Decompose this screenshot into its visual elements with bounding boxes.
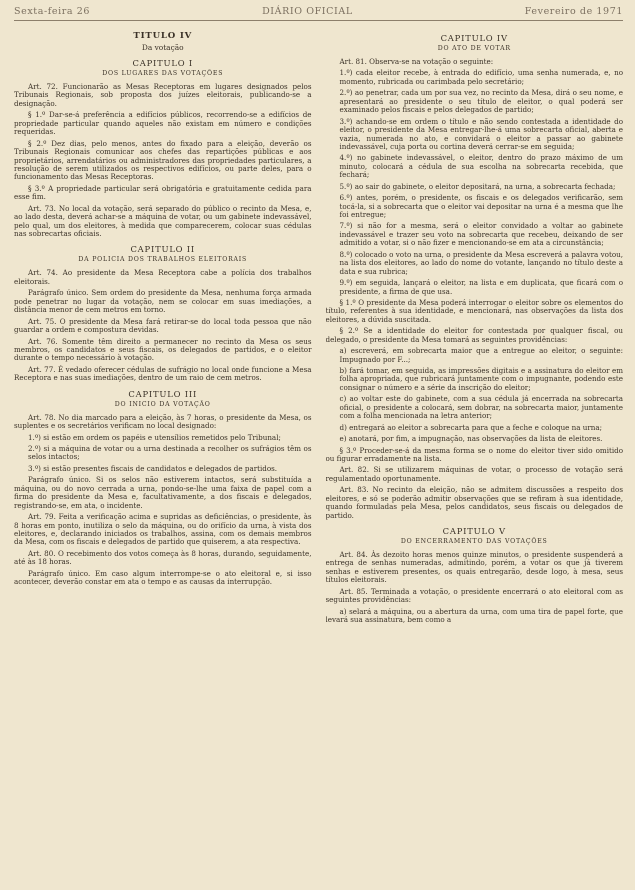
- header-date: Sexta-feira 26: [14, 6, 91, 17]
- article-paragraph: Parágrafo único. Si os selos não estiverem intactos, será substituída a máquina, ou do novo cerrada a urna, pondo-se-lhe uma faixa de papel com a firma do presidente da Mesa e, facultativamente, a dos fiscais e delegados, registrando-se, em ata, o incidente.: [14, 475, 312, 510]
- article-paragraph: Art. 78. No dia marcado para a eleição, às 7 horas, o presidente da Mesa, os suplentes e os secretários verificam no local designado:: [14, 412, 312, 431]
- chapter-subheading: DO ENCERRAMENTO DAS VOTAÇÕES: [400, 538, 548, 545]
- article-paragraph: Art. 75. O presidente da Mesa fará retirar-se do local toda pessoa que não guardar a ordem e compostura devidas.: [14, 316, 312, 335]
- chapter-subheading: DA POLICIA DOS TRABALHOS ELEITORAIS: [78, 256, 248, 264]
- list-item: c) ao voltar este do gabinete, com a sua cédula já encerrada na sobrecarta oficial, o presidente a colocará, sem dobrar, na sobrecarta maior, juntamente com a folha mencionada na letra anterior;: [339, 394, 623, 421]
- article-paragraph: Art. 74. Ao presidente da Mesa Receptora cabe a polícia dos trabalhos eleitorais.: [14, 268, 312, 286]
- list-item: 5.º) ao sair do gabinete, o eleitor depositará, na urna, a sobrecarta fechada;: [339, 181, 616, 191]
- chapter-subheading: DOS LUGARES DAS VOTAÇÕES: [102, 70, 224, 77]
- header-month: Fevereiro de 1971: [524, 6, 623, 17]
- title-subtitle: Da votação: [141, 43, 184, 52]
- list-item: a) escreverá, em sobrecarta maior que a entregue ao eleitor, o seguinte: Impugnado por F...;: [339, 346, 623, 364]
- article-paragraph: Art. 76. Somente têm direito a permanecer no recinto da Mesa os seus membros, os candidatos e seus fiscais, os delegados de partidos, e o eleitor durante o tempo necessário à votação.: [14, 336, 312, 363]
- chapter-subheading: DO INICIO DA VOTAÇÃO: [114, 400, 211, 408]
- list-item: 9.º) em seguida, lançará o eleitor, na lista e em duplicata, que ficará com o presidente, a firma de que usa.: [339, 278, 623, 296]
- article-paragraph: Parágrafo único. Sem ordem do presidente da Mesa, nenhuma força armada pode penetrar no lugar da votação, nem se colocar em suas imediações, a distância menor de cem metros em torno.: [14, 288, 312, 315]
- article-paragraph: § 3.º A propriedade particular será obrigatória e gratuitamente cedida para esse fim.: [14, 183, 312, 202]
- article-paragraph: Art. 72. Funcionarão as Mesas Receptoras em lugares designados pelos Tribunais Regionais, sob proposta dos juízes eleitorais, publicando-se a designação.: [14, 82, 312, 108]
- article-paragraph: § 1.º Dar-se-á preferência a edifícios públicos, recorrendo-se a edifícios de propriedade particular quando aqueles não existam em número e condições requeridas.: [14, 110, 312, 137]
- list-item: e) anotará, por fim, a impugnação, nas observações da lista de eleitores.: [339, 434, 603, 444]
- article-paragraph: Art. 84. Às dezoito horas menos quinze minutos, o presidente suspenderá a entrega de senhas numeradas, admitindo, porém, a votar os que já tiverem senhas e estiverem presentes, os quais entregarão, desde logo, à mesa, seus títulos eleitorais.: [325, 550, 623, 585]
- title-heading: TITULO IV: [133, 31, 193, 41]
- header-publication: DIÁRIO OFICIAL: [262, 6, 353, 17]
- list-item: d) entregará ao eleitor a sobrecarta para que a feche e coloque na urna;: [339, 422, 603, 432]
- article-paragraph: § 2.º Se a identidade do eleitor for contestada por qualquer fiscal, ou delegado, o presidente da Mesa tomará as seguintes providências:: [325, 326, 623, 344]
- list-item: 6.º) antes, porém, o presidente, os fiscais e os delegados verificarão, sem tocá-la, si a sobrecarta que o eleitor vai depositar na urna é a mesma que lhe foi entregue;: [339, 193, 623, 219]
- list-item: 1.º) cada eleitor recebe, à entrada do edifício, uma senha numerada, e, no momento, rubricada ou carimbada pelo secretário;: [339, 68, 623, 86]
- left-column: [14, 27, 312, 628]
- article-paragraph: § 2.º Dez dias, pelo menos, antes do fixado para a eleição, deverão os Tribunais Regionais comunicar aos chefes das repartições públicas e aos proprietários, arrendatários ou administradores das propriedades particulares, a resolução de serem utilizados os respectivos edifícios, ou parte deles, para o funcionamento das Mesas Receptoras.: [14, 138, 312, 182]
- article-paragraph: Art. 77. É vedado oferecer cédulas de sufrágio no local onde funcione a Mesa Receptora e nas suas imediações, dentro de um raio de cem metros.: [14, 364, 312, 383]
- list-item: 2.º) ao penetrar, cada um por sua vez, no recinto da Mesa, dirá o seu nome, e apresentará ao presidente o seu título de eleitor, o qual poderá ser examinado pelos fiscais e pelos delegados de partido;: [339, 88, 623, 115]
- article-paragraph: Art. 80. O recebimento dos votos começa às 8 horas, durando, seguidamente, até às 18 horas.: [14, 548, 312, 567]
- chapter-heading: CAPITULO II: [130, 244, 196, 255]
- list-item: 4.º) no gabinete indevassável, o eleitor, dentro do prazo máximo de um minuto, colocará a cédula de sua escolha na sobrecarta recebida, que fechará;: [339, 153, 623, 180]
- right-column: [326, 27, 624, 628]
- article-paragraph: Art. 82. Si se utilizarem máquinas de votar, o processo de votação será regulamentado oportunamente.: [325, 465, 623, 483]
- list-item: 2.º) si a máquina de votar ou a urna destinada a recolher os sufrágios têm os selos intactos;: [28, 444, 312, 462]
- list-item: 3.º) achando-se em ordem o título e não sendo contestada a identidade do eleitor, o presidente da Mesa entregar-lhe-á uma sobrecarta oficial, aberta e vazia, numerada no ato, e convidará o eleitor a passar ao gabinete indevassável, cuja porta ou cortina deverá cerrar-se em seguida;: [339, 116, 623, 151]
- article-paragraph: Art. 79. Feita a verificação acima e supridas as deficiências, o presidente, às 8 horas em ponto, inutiliza o selo da máquina, ou do orifício da urna, à vista dos eleitores, e, declarando iniciados os trabalhos, assina, com os demais membros da Mesa, com os fiscais e delegados de partido que quiserem, a ata respectiva.: [14, 512, 312, 547]
- article-paragraph: Parágrafo único. Em caso algum interrompe-se o ato eleitoral e, si isso acontecer, deverão constar em ata o tempo e as causas da interrupção.: [14, 568, 312, 587]
- chapter-heading: CAPITULO III: [128, 388, 198, 399]
- list-item: b) fará tomar, em seguida, as impressões digitais e a assinatura do eleitor em folha apropriada, que rubricará juntamente com o impugnante, podendo este consignar o número e a série da inscrição do eleitor;: [339, 366, 623, 392]
- chapter-heading: CAPITULO IV: [440, 33, 508, 43]
- list-item: 8.º) colocado o voto na urna, o presidente da Mesa escreverá a palavra votou, na lista dos eleitores, ao lado do nome do votante, lançando no título deste a data e sua rubrica;: [339, 249, 623, 276]
- article-paragraph: Art. 83. No recinto da eleição, não se admitem discussões a respeito dos eleitores, e só se poderão admitir observações que se refiram à sua identidade, quando formuladas pela Mesa, pelos candidatos, seus fiscais ou delegados de partido.: [325, 485, 623, 520]
- article-paragraph: § 3.º Proceder-se-á da mesma forma se o nome do eleitor tiver sido omitido ou figurar erradamente na lista.: [325, 445, 623, 463]
- chapter-heading: CAPITULO V: [442, 526, 506, 536]
- article-paragraph: Art. 81. Observa-se na votação o seguinte:: [339, 57, 494, 66]
- article-paragraph: § 1.º O presidente da Mesa poderá interrogar o eleitor sobre os elementos do título, referentes à sua identidade, e mencionará, nas observações da lista dos eleitores, a dúvida suscitada.: [325, 297, 623, 324]
- article-paragraph: Art. 85. Terminada a votação, o presidente encerrará o ato eleitoral com as seguintes providências:: [325, 586, 623, 605]
- article-paragraph: Art. 73. No local da votação, será separado do público o recinto da Mesa, e, ao lado desta, deverá achar-se a máquina de votar, ou um gabinete indevassável, pelo qual, um dos eleitores, à medida que comparecerem, colocar suas cédulas nas sobrecartas oficiais.: [14, 203, 312, 238]
- article-paragraph: a) selará a máquina, ou a abertura da urna, com uma tira de papel forte, que levará sua assinatura, bem como a: [325, 606, 623, 625]
- list-item: 7.º) si não for a mesma, será o eleitor convidado a voltar ao gabinete indevassável e trazer seu voto na sobrecarta que recebeu, deixando de ser admitido a votar, si o não fizer e mencionando-se em ata a circunstância;: [339, 221, 623, 248]
- chapter-subheading: DO ATO DE VOTAR: [437, 45, 511, 52]
- chapter-heading: CAPITULO I: [132, 58, 193, 68]
- list-item: 3.º) si estão presentes fiscais de candidatos e delegados de partidos.: [28, 463, 278, 473]
- running-header: [14, 6, 623, 21]
- list-item: 1.º) si estão em ordem os papéis e utensílios remetidos pelo Tribunal;: [28, 432, 281, 442]
